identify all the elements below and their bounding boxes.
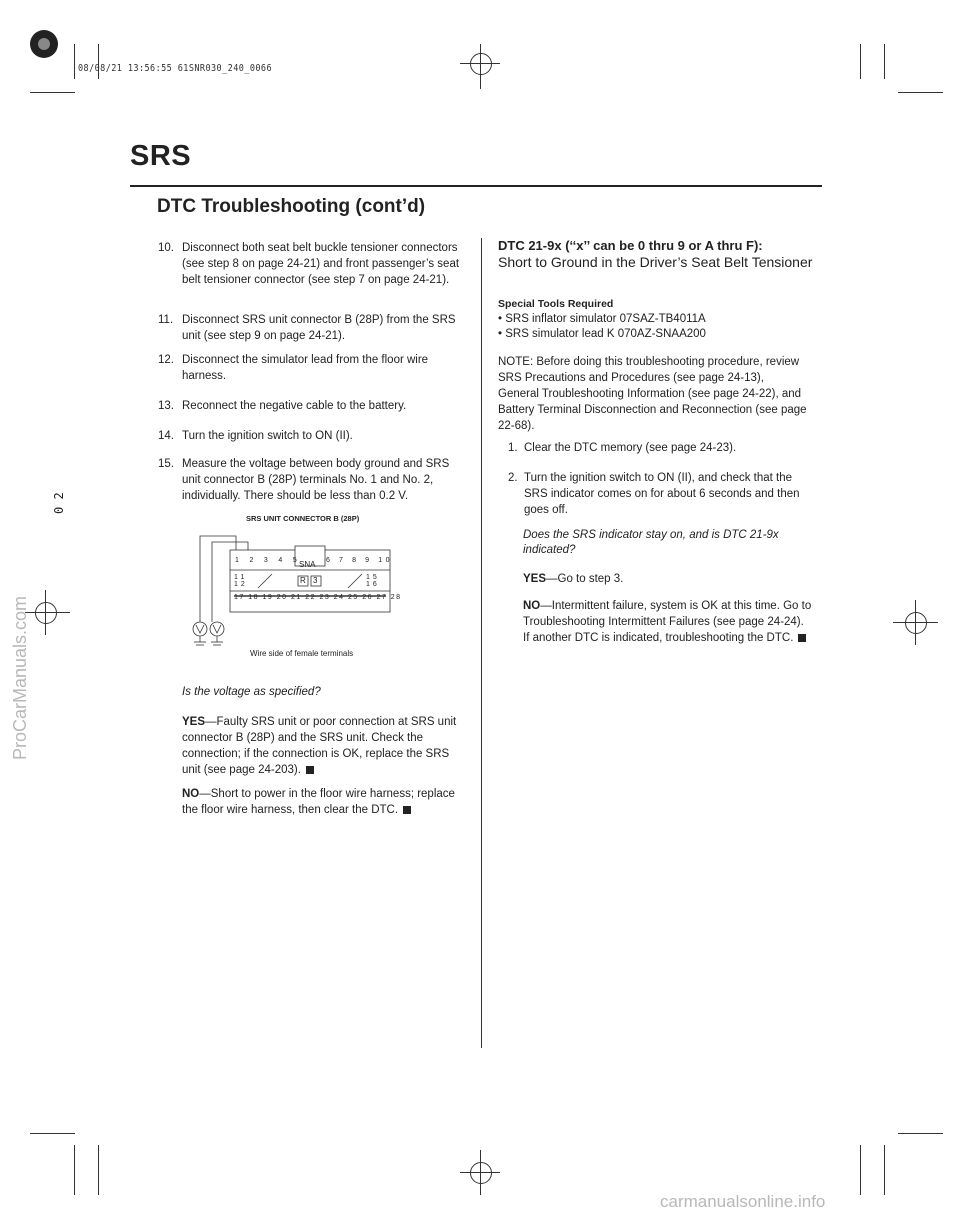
step-text: Turn the ignition switch to ON (II), and check that the SRS indicator comes on for about 6 seconds and then goes off.	[524, 472, 800, 516]
left-no-answer	[182, 786, 467, 818]
dtc-subtitle: Short to Ground in the Driver’s Seat Belt Tensioner	[498, 254, 813, 270]
left-yes-answer	[182, 714, 467, 778]
yes-text: Faulty SRS unit or poor connection at SRS unit connector B (28P) and the SRS unit. Check the connection; if the connection is OK, replace the SRS unit (see page 24-203).	[182, 716, 457, 776]
pin: 19	[262, 594, 274, 601]
step-text: Clear the DTC memory (see page 24-23).	[524, 442, 737, 454]
pin: 1	[235, 557, 244, 564]
pin: 27	[376, 594, 388, 601]
step-number: 11.	[158, 314, 174, 326]
no-label: NO	[182, 788, 200, 800]
right-yes-answer	[523, 571, 813, 587]
step-number: 14.	[158, 430, 174, 442]
pin: 28	[390, 594, 402, 601]
pin: 3	[263, 557, 273, 564]
dash: —	[540, 600, 552, 612]
no-text: Intermittent failure, system is OK at this time. Go to Troubleshooting Intermittent Failures (see page 24-24). If another DTC is indicated, troubleshooting the DTC.	[523, 600, 812, 644]
row2-right-pins	[366, 574, 380, 588]
sna-label: SNA	[299, 560, 316, 569]
yes-text: Go to step 3.	[557, 573, 624, 585]
step-12	[158, 352, 466, 384]
diagram-title: SRS UNIT CONNECTOR B (28P)	[246, 514, 360, 523]
no-label: NO	[523, 600, 541, 612]
pin: 18	[248, 594, 260, 601]
step-text: Disconnect both seat belt buckle tensioner connectors (see step 8 on page 24-21) and front passenger’s seat belt tensioner connector (see step 7 on page 24-21).	[182, 242, 460, 286]
note-paragraph: NOTE: Before doing this troubleshooting procedure, review SRS Precautions and Procedures (see page 24-13), General Troubleshooting Information (see page 24-22), and Battery Terminal Disconnection and Reconnection (see page 22-68).	[498, 356, 807, 432]
pin: 26	[362, 594, 374, 601]
step-10	[158, 240, 466, 288]
dtc-heading-block	[498, 238, 818, 271]
end-mark	[306, 766, 314, 774]
box-3: 3	[313, 576, 318, 585]
page-title: DTC Troubleshooting (cont’d)	[157, 196, 426, 217]
step-number: 13.	[158, 400, 174, 412]
print-stamp: 08/08/21 13:56:55 61SNR030_240_0066	[78, 63, 272, 74]
header-rule	[130, 185, 822, 187]
dash: —	[205, 716, 217, 728]
bottom-watermark: carmanualsonline.info	[660, 1192, 826, 1211]
step-13	[158, 398, 466, 414]
pin: 10	[378, 557, 394, 564]
tool-item: • SRS inflator simulator 07SAZ-TB4011A	[498, 313, 706, 325]
step-text: Reconnect the negative cable to the battery.	[182, 400, 407, 412]
right-step-2	[508, 470, 808, 518]
row2-left-pins	[234, 574, 248, 588]
dash: —	[199, 788, 211, 800]
pin: 22	[305, 594, 317, 601]
end-mark	[798, 634, 806, 642]
no-text: Short to power in the floor wire harness; replace the floor wire harness, then clear the DTC.	[182, 788, 455, 816]
pin: 11	[234, 574, 248, 581]
pin: 6	[326, 557, 334, 564]
dtc-heading: DTC 21-9x (‘‘x’’ can be 0 thru 9 or A thru F):	[498, 238, 763, 253]
step-text: Disconnect SRS unit connector B (28P) from the SRS unit (see step 9 on page 24-21).	[182, 314, 456, 342]
pin: 2	[249, 557, 258, 564]
diagram-caption: Wire side of female terminals	[250, 649, 354, 658]
pin: 7	[339, 557, 347, 564]
pin: 21	[291, 594, 302, 601]
left-watermark: ProCarManuals.com	[10, 595, 30, 760]
pin: 25	[348, 594, 359, 601]
step-number: 12.	[158, 354, 174, 366]
pin: 17	[234, 594, 245, 601]
end-mark	[403, 806, 411, 814]
step-14	[158, 428, 466, 444]
box-r: R	[300, 576, 306, 585]
dash: —	[546, 573, 558, 585]
right-step-1	[508, 440, 808, 456]
left-code: 0 2	[52, 492, 66, 514]
pin: 8	[352, 557, 360, 564]
pin: 12	[234, 581, 248, 588]
step-number: 15.	[158, 458, 174, 470]
step-number: 10.	[158, 242, 174, 254]
step-15	[158, 456, 466, 504]
tools-heading: Special Tools Required	[498, 298, 614, 310]
row3-pins	[234, 594, 402, 601]
section-title: SRS	[130, 140, 192, 172]
right-question: Does the SRS indicator stay on, and is DTC 21-9x indicated?	[523, 529, 779, 556]
pin: 4	[278, 557, 287, 564]
right-no-answer	[523, 598, 813, 646]
pin: 23	[319, 594, 331, 601]
pin: 24	[333, 594, 345, 601]
pin: 9	[365, 557, 373, 564]
connector-diagram	[190, 514, 400, 664]
yes-label: YES	[182, 716, 206, 728]
connector-svg	[190, 524, 400, 654]
pin: 5	[292, 557, 302, 564]
step-11	[158, 312, 466, 344]
step-number: 2.	[508, 472, 518, 484]
left-question: Is the voltage as specified?	[182, 686, 321, 698]
pin: 20	[276, 594, 288, 601]
column-divider	[481, 238, 482, 1048]
tool-item: • SRS simulator lead K 070AZ-SNAA200	[498, 328, 706, 340]
pin: 16	[366, 581, 380, 588]
step-text: Measure the voltage between body ground and SRS unit connector B (28P) terminals No. 1 and No. 2, individually. There should be less than 0.2 V.	[182, 458, 450, 502]
step-text: Turn the ignition switch to ON (II).	[182, 430, 353, 442]
yes-label: YES	[523, 573, 547, 585]
row1-pins	[235, 557, 301, 564]
step-text: Disconnect the simulator lead from the floor wire harness.	[182, 354, 429, 382]
step-number: 1.	[508, 442, 518, 454]
pin: 15	[366, 574, 380, 581]
row1-pins-right	[326, 557, 393, 564]
